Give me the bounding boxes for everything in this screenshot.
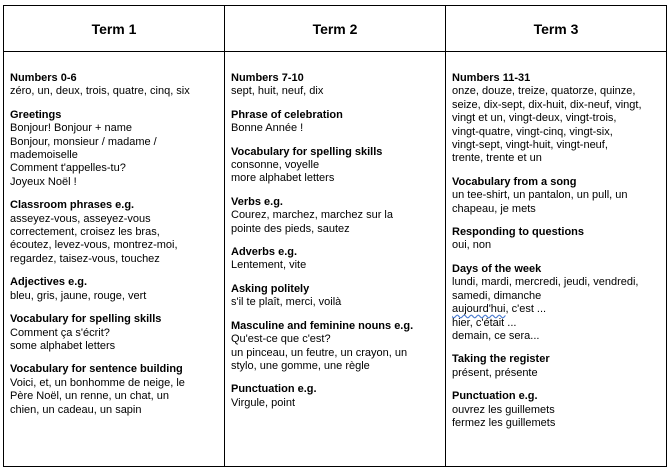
section-line: samedi, dimanche xyxy=(452,289,542,302)
section-heading: Vocabulary from a song xyxy=(452,175,577,188)
section-line: Bonjour! Bonjour + name xyxy=(10,122,132,135)
curriculum-table xyxy=(3,5,667,467)
section-line: Bonjour, monsieur / madame / xyxy=(10,135,157,148)
section-heading: Days of the week xyxy=(452,262,542,275)
section-heading: Adverbs e.g. xyxy=(231,246,298,259)
section-line: demain, ce sera... xyxy=(452,329,540,342)
section xyxy=(10,72,218,99)
section xyxy=(452,353,660,380)
section-line: présent, présente xyxy=(452,366,538,379)
section xyxy=(10,313,218,353)
section-line: Voici, et, un bonhomme de neige, le xyxy=(10,376,185,389)
section-heading: Punctuation e.g. xyxy=(452,390,538,403)
section-line: vingt-sept, vingt-huit, vingt-neuf, xyxy=(452,139,608,152)
section-heading: Numbers 7-10 xyxy=(231,72,304,84)
header-term-1: Term 1 xyxy=(4,6,225,52)
section-line: vingt-quatre, vingt-cinq, vingt-six, xyxy=(452,125,613,138)
section-heading: Verbs e.g. xyxy=(231,195,283,208)
section xyxy=(231,320,439,374)
section-line: sept, huit, neuf, dix xyxy=(231,85,324,98)
section-line: trente, trente et un xyxy=(452,152,542,165)
section-line: chapeau, je mets xyxy=(452,202,536,215)
section xyxy=(231,283,439,310)
section xyxy=(452,226,660,253)
section-line: lundi, mardi, mercredi, jeudi, vendredi, xyxy=(452,276,639,289)
section-line: Qu'est-ce que c'est? xyxy=(231,333,331,346)
section-heading: Numbers 0-6 xyxy=(10,72,77,84)
section-line: écoutez, levez-vous, montrez-moi, xyxy=(10,239,178,252)
section-heading: Vocabulary for sentence building xyxy=(10,363,183,376)
section-line: hier, c'était ... xyxy=(452,316,517,329)
section-line: pointe des pieds, sautez xyxy=(231,222,350,235)
section-line: stylo, une gomme, une règle xyxy=(231,359,370,372)
section-heading: Classroom phrases e.g. xyxy=(10,199,135,212)
term-3-column xyxy=(446,52,666,466)
section-heading: Adjectives e.g. xyxy=(10,276,88,289)
section xyxy=(10,199,218,266)
section-line: s'il te plaît, merci, voilà xyxy=(231,296,342,309)
section-line: some alphabet letters xyxy=(10,339,116,352)
section-line: more alphabet letters xyxy=(231,172,335,185)
section-line: mademoiselle xyxy=(10,149,78,162)
section-line: aujourd'hui, c'est ... xyxy=(452,303,547,316)
section xyxy=(231,196,439,236)
section-line: regardez, taisez-vous, touchez xyxy=(10,252,160,265)
section-line: zéro, un, deux, trois, quatre, cinq, six xyxy=(10,85,190,98)
section-line: chien, un cadeau, un sapin xyxy=(10,403,142,416)
section-line: Comment t'appelles-tu? xyxy=(10,162,126,175)
section-heading: Punctuation e.g. xyxy=(231,383,317,396)
section-line: un tee-shirt, un pantalon, un pull, un xyxy=(452,189,628,202)
section-heading: Vocabulary for spelling skills xyxy=(231,145,383,158)
section-line: Joyeux Noël ! xyxy=(10,175,77,188)
section-line: vingt et un, vingt-deux, vingt-trois, xyxy=(452,112,617,125)
section-line: Comment ça s'écrit? xyxy=(10,326,110,339)
section-line: consonne, voyelle xyxy=(231,159,320,172)
section-line: Courez, marchez, marchez sur la xyxy=(231,209,393,222)
section-heading: Numbers 11-31 xyxy=(452,72,531,84)
header-term-3: Term 3 xyxy=(446,6,666,52)
spellcheck-underline: aujourd'hui xyxy=(452,303,506,316)
header-term-2: Term 2 xyxy=(225,6,446,52)
section xyxy=(10,109,218,189)
section-line: asseyez-vous, asseyez-vous xyxy=(10,212,151,225)
section xyxy=(231,146,439,186)
section-heading: Masculine and feminine nouns e.g. xyxy=(231,319,414,332)
section xyxy=(10,363,218,417)
section-heading: Asking politely xyxy=(231,282,310,295)
section xyxy=(231,109,439,136)
section-line: correctement, croisez les bras, xyxy=(10,226,160,239)
section-heading: Taking the register xyxy=(452,353,550,366)
section-line: seize, dix-sept, dix-huit, dix-neuf, vingt, xyxy=(452,98,642,111)
section-heading: Phrase of celebration xyxy=(231,108,343,121)
section-line: ouvrez les guillemets xyxy=(452,403,555,416)
section-line: Père Noël, un renne, un chat, un xyxy=(10,390,169,403)
section-line: bleu, gris, jaune, rouge, vert xyxy=(10,289,147,302)
term-1-column xyxy=(4,52,225,466)
section xyxy=(231,246,439,273)
section xyxy=(10,276,218,303)
section xyxy=(452,390,660,430)
section xyxy=(452,263,660,343)
section xyxy=(452,72,660,166)
section-heading: Responding to questions xyxy=(452,226,584,239)
section-line: Lentement, vite xyxy=(231,259,307,272)
section xyxy=(231,72,439,99)
term-2-column xyxy=(225,52,446,466)
section xyxy=(231,383,439,410)
section-line: onze, douze, treize, quatorze, quinze, xyxy=(452,85,636,98)
section-line: Bonne Année ! xyxy=(231,122,304,135)
section-line: oui, non xyxy=(452,239,492,252)
section-line: un pinceau, un feutre, un crayon, un xyxy=(231,346,408,359)
section xyxy=(452,176,660,216)
section-heading: Vocabulary for spelling skills xyxy=(10,313,162,326)
section-heading: Greetings xyxy=(10,108,62,121)
section-line: fermez les guillemets xyxy=(452,416,556,429)
section-line: Virgule, point xyxy=(231,396,296,409)
